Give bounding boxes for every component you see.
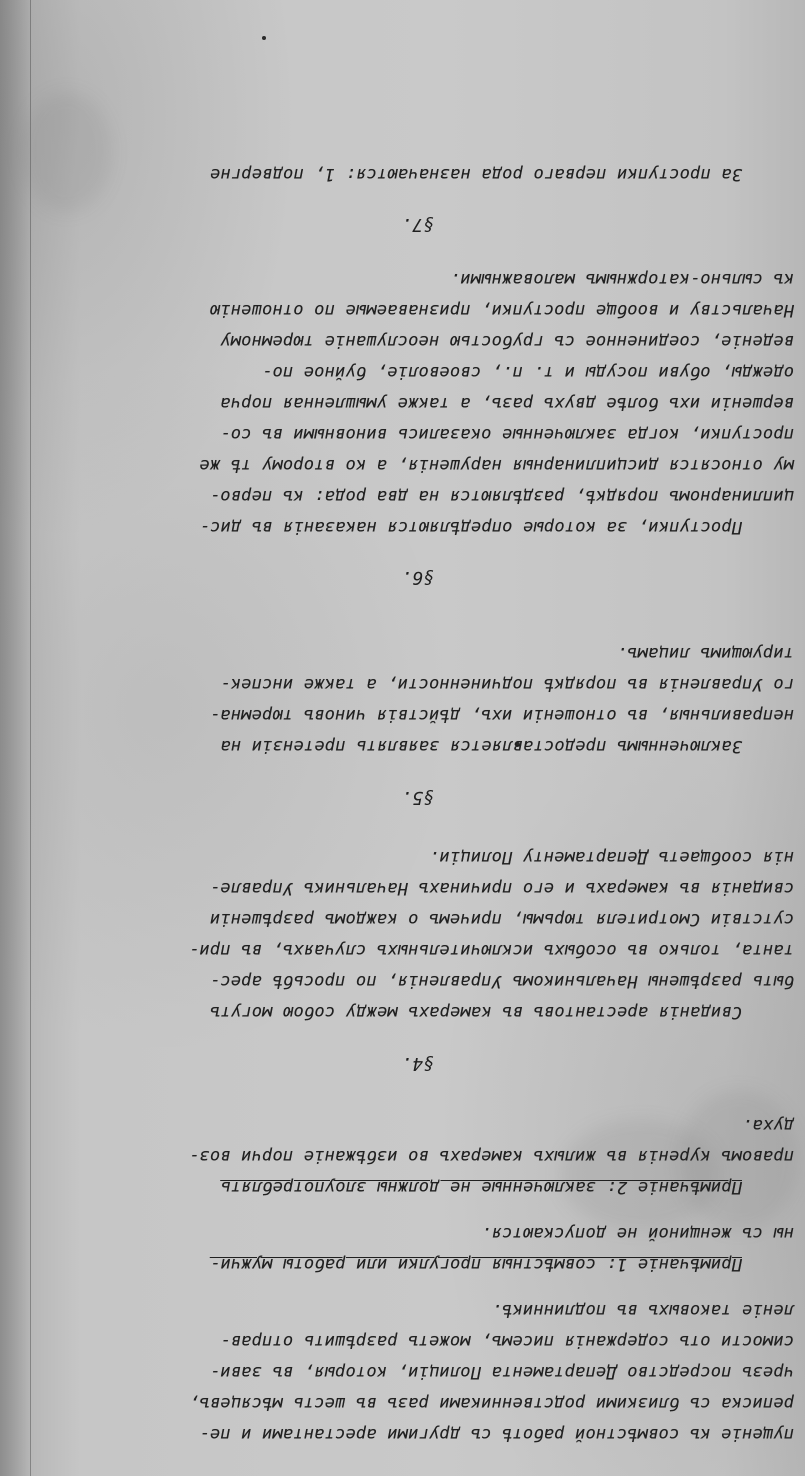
section-heading-4: §4. bbox=[400, 1053, 434, 1074]
note-one-line: Примѣчаніе 1: совмѣстныя прогулки или работы мужчи- bbox=[209, 1254, 742, 1274]
document-line: го Управленія въ порядкѣ подчиненности, а также инспек- bbox=[220, 674, 794, 694]
document-line: циплинарномъ порядкѣ, раздѣляются на два рода: къ перво- bbox=[209, 486, 794, 506]
document-line: сутствіи Смотрителя тюрьмы, причемъ о каждомъ разрѣшеніи bbox=[209, 909, 794, 929]
document-line: Свиданія арестантовъ въ камерахъ между собою могутъ bbox=[209, 1002, 742, 1022]
section-heading-7: §7. bbox=[400, 214, 434, 235]
document-line: неправильныя, въ отношеніи ихъ, дѣйствія чиновъ тюремна- bbox=[209, 705, 794, 725]
document-line: реписка съ близкими родственниками разъ въ шесть мѣсяцевъ, bbox=[188, 1393, 794, 1413]
document-line: чрезъ посредство Департамента Полиціи, которыя, въ зави- bbox=[209, 1362, 794, 1382]
document-line: правомъ куренія въ жилыхъ камерахъ во избѣжаніе порчи воз- bbox=[188, 1146, 794, 1166]
document-line: ны съ женщиной не допускаются. bbox=[480, 1223, 794, 1243]
document-line: къ сыльно-каторжнымъ маловажными. bbox=[449, 269, 794, 289]
document-line: тирующимъ лицамъ. bbox=[616, 643, 794, 663]
note-two-line: Примѣчаніе 2: заключенные не должны злоупотреблять bbox=[220, 1177, 742, 1197]
document-line: танта, только въ особыхъ исключительныхъ случаяхъ, въ при- bbox=[188, 940, 794, 960]
ink-dot bbox=[262, 36, 266, 40]
document-line: нія сообщаетъ Департаменту Полиціи. bbox=[428, 847, 794, 867]
document-line: быть разрѣшены Начальникомъ Управленія, по просьбѣ арес- bbox=[209, 971, 794, 991]
document-line: Проступки, за которые опредѣляются наказанія въ дис- bbox=[199, 517, 742, 537]
document-line: свиданія въ камерахъ и его причинахъ Начальникъ Управле- bbox=[209, 878, 794, 898]
page-fold-shadow bbox=[0, 0, 30, 1476]
rotated-document-body bbox=[54, 72, 794, 1448]
document-line: симости отъ содержанія писемъ, можетъ разрѣшить отправ- bbox=[220, 1331, 794, 1351]
document-text-block bbox=[54, 72, 794, 1448]
document-line: проступки, когда заключенные оказались виновными въ со- bbox=[220, 424, 794, 444]
document-line: вершеніи ихъ болѣе двухъ разъ, а также умышленная порча bbox=[220, 393, 794, 413]
document-line: одежды, обуви посуды и т. п., своеволіе, буйное по- bbox=[261, 362, 794, 382]
document-line: веденіе, соединенное съ грубостью неослушаніе тюремному bbox=[220, 331, 794, 351]
document-line: За проступки перваго рода назначаются: 1, подвергне bbox=[209, 164, 742, 184]
document-line: духа. bbox=[741, 1115, 794, 1135]
document-line: леніе таковыхъ въ подлинникѣ. bbox=[491, 1300, 794, 1320]
document-line: му относятся дисциплинарныя нарушенія, а ко второму тѣ же bbox=[199, 455, 794, 475]
document-line: пущеніе къ совмѣстной работѣ съ другими арестантами и пе- bbox=[199, 1424, 794, 1444]
section-heading-6: §6. bbox=[400, 567, 434, 588]
page-fold-line bbox=[30, 0, 31, 1476]
document-line: Заключеннымъ предоставляется заявлять претензіи на bbox=[220, 736, 742, 756]
document-line: Начальству и вообще проступки, признаваемые по отношенію bbox=[209, 300, 794, 320]
section-heading-5: §5. bbox=[400, 787, 434, 808]
